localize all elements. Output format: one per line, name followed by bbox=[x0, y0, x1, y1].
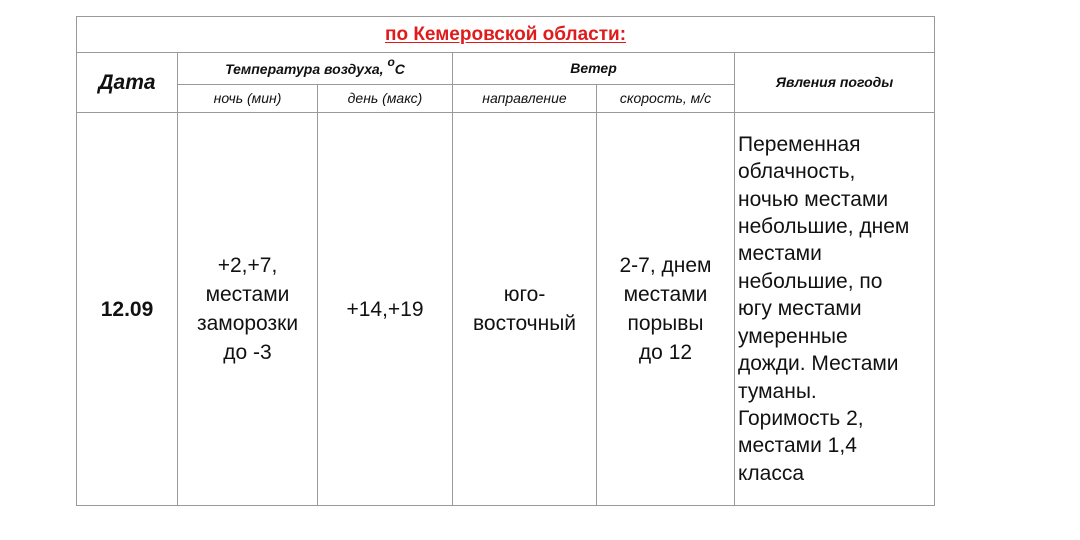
wind-speed-value bbox=[620, 251, 712, 367]
phenomena-line: местами bbox=[738, 242, 822, 266]
weather-phenomena-text bbox=[738, 131, 934, 487]
phenomena-line: местами 1,4 bbox=[738, 434, 857, 458]
wind-speed-line: порывы bbox=[627, 312, 704, 335]
day-header: день (макс) bbox=[347, 89, 423, 106]
temperature-degree-mark: о bbox=[387, 54, 395, 69]
wind-speed-line: 2-7, днем bbox=[619, 254, 712, 277]
wind-speed-line: до 12 bbox=[638, 341, 693, 364]
night-temperature-line: до -3 bbox=[223, 341, 272, 364]
date-header: Дата bbox=[98, 70, 156, 94]
wind-speed-line: местами bbox=[623, 283, 708, 306]
temperature-header-cell bbox=[178, 53, 453, 85]
phenomena-line: дожди. Местами bbox=[738, 352, 899, 376]
phenomena-line: югу местами bbox=[738, 297, 862, 321]
date-cell bbox=[77, 113, 178, 506]
date-value: 12.09 bbox=[100, 297, 154, 321]
phenomena-line: небольшие, днем bbox=[738, 215, 910, 239]
direction-header: направление bbox=[482, 89, 567, 106]
temperature-unit: С bbox=[394, 61, 405, 78]
night-temperature-line: местами bbox=[205, 283, 290, 306]
temperature-header bbox=[225, 54, 405, 78]
phenomena-line: класса bbox=[738, 461, 805, 485]
night-temperature-line: +2,+7, bbox=[217, 254, 278, 277]
phenomena-header: Явления погоды bbox=[775, 73, 894, 90]
phenomena-line: облачность, bbox=[738, 160, 856, 184]
speed-header-cell bbox=[597, 85, 735, 113]
date-header-cell bbox=[77, 53, 178, 113]
phenomena-line: туманы. bbox=[738, 379, 817, 403]
wind-speed-cell bbox=[597, 113, 735, 506]
night-header: ночь (мин) bbox=[213, 89, 282, 106]
day-temperature-value: +14,+19 bbox=[346, 297, 424, 321]
phenomena-line: небольшие, по bbox=[738, 269, 883, 293]
weather-phenomena-cell bbox=[735, 113, 935, 506]
wind-direction-cell bbox=[453, 113, 597, 506]
day-temperature-cell bbox=[318, 113, 453, 506]
night-header-cell bbox=[178, 85, 318, 113]
day-header-cell bbox=[318, 85, 453, 113]
temperature-header-label: Температура воздуха, bbox=[225, 61, 384, 78]
wind-header: Ветер bbox=[570, 59, 617, 76]
phenomena-line: Горимость 2, bbox=[738, 406, 864, 430]
night-temperature-cell bbox=[178, 113, 318, 506]
weather-forecast-table bbox=[76, 16, 935, 506]
wind-direction-value bbox=[473, 280, 576, 338]
phenomena-line: ночью местами bbox=[738, 187, 889, 211]
wind-direction-line: восточный bbox=[472, 312, 577, 335]
wind-header-cell bbox=[453, 53, 735, 85]
night-temperature-value bbox=[197, 251, 298, 367]
table-title-cell bbox=[77, 17, 935, 53]
table-title: по Кемеровской области: bbox=[384, 23, 627, 45]
phenomena-line: умеренные bbox=[738, 324, 848, 348]
direction-header-cell bbox=[453, 85, 597, 113]
table-row bbox=[77, 113, 935, 506]
phenomena-header-cell bbox=[735, 53, 935, 113]
wind-direction-line: юго- bbox=[503, 283, 546, 306]
night-temperature-line: заморозки bbox=[196, 312, 299, 335]
phenomena-line: Переменная bbox=[738, 132, 861, 156]
speed-header: скорость, м/с bbox=[619, 89, 712, 106]
